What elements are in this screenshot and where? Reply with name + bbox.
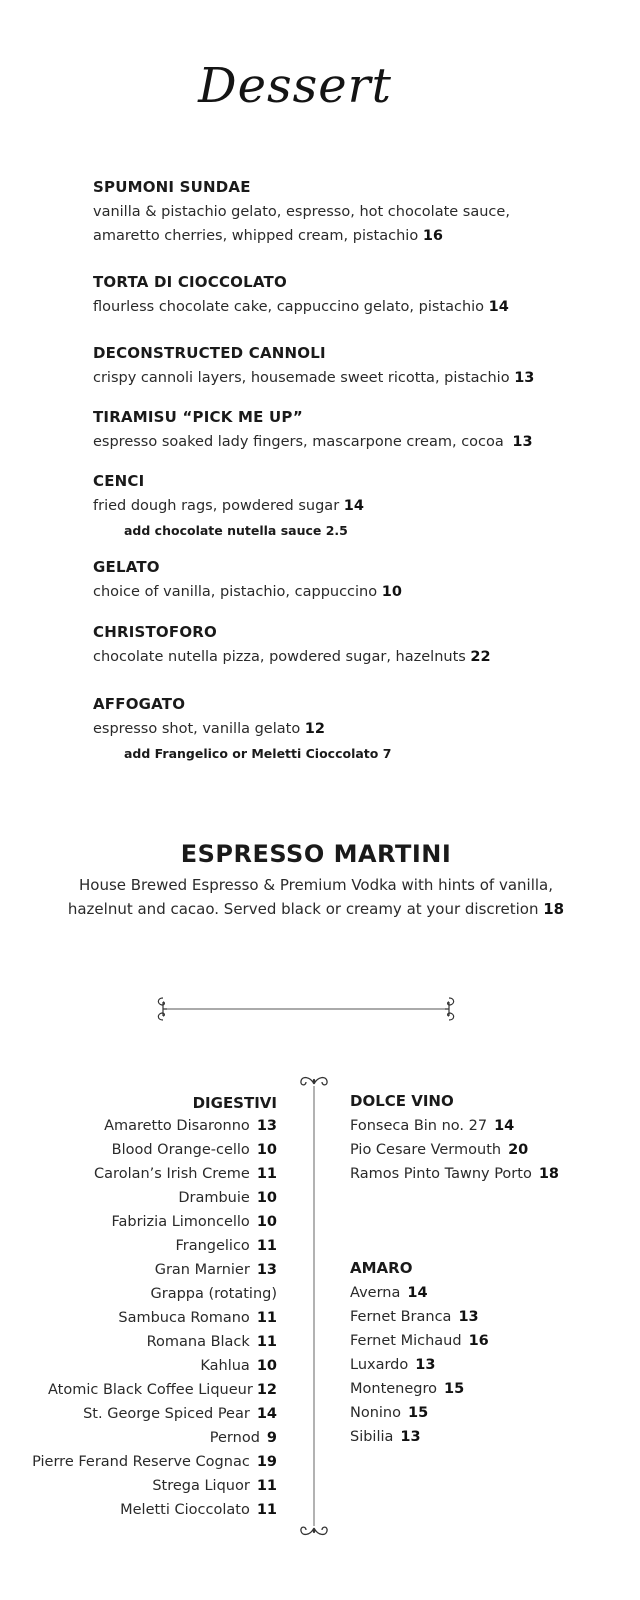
dessert-desc (93, 645, 613, 669)
drink-name: Ramos Pinto Tawny Porto (350, 1166, 532, 1182)
dessert-item-torta (93, 272, 613, 319)
drink-name: Blood Orange-cello (111, 1142, 250, 1158)
drink-name: Frangelico (175, 1238, 250, 1254)
drink-item (20, 1282, 277, 1306)
dessert-price: 16 (422, 228, 443, 244)
digestivi-heading: DIGESTIVI (192, 1094, 277, 1112)
dessert-price: 13 (514, 370, 535, 386)
amaro-section (350, 1258, 630, 1449)
vertical-ornamental-rule (296, 1070, 332, 1542)
drink-item (20, 1498, 277, 1522)
drink-price: 10 (256, 1190, 277, 1206)
dessert-price: 22 (470, 649, 491, 665)
dessert-item-affogato (93, 694, 613, 764)
drink-price: 13 (256, 1118, 277, 1134)
drink-item (20, 1474, 277, 1498)
drink-name: Meletti Cioccolato (120, 1502, 250, 1518)
drink-item (20, 1186, 277, 1210)
dessert-name: AFFOGATO (93, 695, 186, 713)
dessert-name: CHRISTOFORO (93, 623, 217, 641)
dessert-price: 14 (488, 299, 509, 315)
dessert-desc-text: chocolate nutella pizza, powdered sugar, hazelnuts (93, 649, 466, 665)
drink-name: Gran Marnier (154, 1262, 250, 1278)
drink-item (350, 1401, 630, 1425)
dessert-addon: add Frangelico or Meletti Cioccolato 7 (124, 746, 392, 761)
drink-price: 9 (266, 1430, 277, 1446)
dessert-desc (93, 580, 613, 604)
drink-item (20, 1426, 277, 1450)
espresso-martini-title: ESPRESSO MARTINI (180, 840, 452, 868)
drink-item (350, 1377, 630, 1401)
drink-price: 10 (256, 1358, 277, 1374)
drink-name: St. George Spiced Pear (83, 1406, 250, 1422)
drink-price: 16 (468, 1333, 489, 1349)
drink-price: 20 (508, 1142, 529, 1158)
drink-price: 11 (256, 1166, 277, 1182)
dessert-desc-text: crispy cannoli layers, housemade sweet ricotta, pistachio (93, 370, 510, 386)
drink-price: 11 (256, 1478, 277, 1494)
drink-item (350, 1114, 630, 1138)
drink-price: 11 (256, 1238, 277, 1254)
dessert-desc-line: vanilla & pistachio gelato, espresso, hot chocolate sauce, (93, 204, 510, 220)
dessert-price: 13 (512, 434, 533, 450)
dessert-item-cenci (93, 471, 613, 541)
dessert-addon: add chocolate nutella sauce 2.5 (124, 523, 348, 538)
drink-price: 13 (256, 1262, 277, 1278)
drink-price: 14 (407, 1285, 428, 1301)
drink-item (20, 1306, 277, 1330)
dessert-desc-text: fried dough rags, powdered sugar (93, 498, 340, 514)
drink-name: Carolan’s Irish Creme (94, 1166, 250, 1182)
drink-item (350, 1281, 630, 1305)
drink-item (350, 1329, 630, 1353)
drink-name: Pio Cesare Vermouth (350, 1142, 502, 1158)
drink-name: Romana Black (146, 1334, 250, 1350)
drink-item (20, 1354, 277, 1378)
dessert-name: GELATO (93, 558, 160, 576)
drink-name: Averna (350, 1285, 401, 1301)
drink-price: 13 (415, 1357, 436, 1373)
drink-name: Luxardo (350, 1357, 409, 1373)
dessert-name: SPUMONI SUNDAE (93, 178, 251, 196)
drink-name: Sibilia (350, 1429, 394, 1445)
dessert-desc-text: flourless chocolate cake, cappuccino gelato, pistachio (93, 299, 485, 315)
dessert-item-christoforo (93, 622, 613, 669)
drink-price: 11 (256, 1502, 277, 1518)
menu-title: Dessert (198, 58, 392, 114)
drink-name: Montenegro (350, 1381, 438, 1397)
dessert-desc-text: espresso soaked lady fingers, mascarpone cream, cocoa (93, 434, 504, 450)
dessert-price: 12 (304, 721, 325, 737)
drink-price: 13 (458, 1309, 479, 1325)
drink-item (20, 1450, 277, 1474)
drink-price: 14 (256, 1406, 277, 1422)
drink-price: 19 (256, 1454, 277, 1470)
drink-name: Sambuca Romano (118, 1310, 250, 1326)
dessert-desc (93, 430, 613, 454)
dessert-desc-text: espresso shot, vanilla gelato (93, 721, 301, 737)
drink-name: Atomic Black Coffee Liqueur (48, 1382, 253, 1398)
dessert-desc (93, 295, 613, 319)
drink-name: Fabrizia Limoncello (111, 1214, 250, 1230)
dessert-name: TORTA DI CIOCCOLATO (93, 273, 287, 291)
dessert-name: TIRAMISU “PICK ME UP” (93, 408, 303, 426)
amaro-heading: AMARO (350, 1259, 413, 1277)
dolce-vino-heading: DOLCE VINO (350, 1092, 454, 1110)
drink-item (20, 1330, 277, 1354)
espresso-martini-desc (0, 873, 632, 921)
drink-item (20, 1162, 277, 1186)
drink-name: Kahlua (200, 1358, 250, 1374)
drink-item (20, 1234, 277, 1258)
drink-price: 13 (400, 1429, 421, 1445)
drink-price: 12 (256, 1382, 277, 1398)
drink-item (20, 1402, 277, 1426)
drink-item (20, 1258, 277, 1282)
dessert-desc (93, 494, 613, 518)
drink-item (350, 1353, 630, 1377)
dessert-price: 10 (381, 584, 402, 600)
drink-name: Amaretto Disaronno (104, 1118, 250, 1134)
drink-item (350, 1425, 630, 1449)
dessert-item-gelato (93, 557, 613, 604)
drink-price: 15 (408, 1405, 429, 1421)
digestivi-section (20, 1093, 277, 1522)
drink-price: 10 (256, 1142, 277, 1158)
drink-item (350, 1162, 630, 1186)
drink-item (20, 1210, 277, 1234)
drink-name: Pierre Ferand Reserve Cognac (32, 1454, 250, 1470)
drink-name: Drambuie (178, 1190, 250, 1206)
dessert-item-tiramisu (93, 407, 613, 454)
dessert-desc (93, 717, 613, 741)
drink-price: 18 (538, 1166, 559, 1182)
drink-name: Fernet Michaud (350, 1333, 462, 1349)
drink-name: Strega Liquor (152, 1478, 250, 1494)
dessert-name: DECONSTRUCTED CANNOLI (93, 344, 326, 362)
drink-name: Fernet Branca (350, 1309, 452, 1325)
martini-price: 18 (543, 900, 565, 918)
drink-price: 15 (444, 1381, 465, 1397)
drink-price: 10 (256, 1214, 277, 1230)
drink-item (350, 1138, 630, 1162)
drink-item (350, 1305, 630, 1329)
drink-price: 11 (256, 1334, 277, 1350)
dessert-desc (93, 200, 613, 248)
drink-price: 11 (256, 1310, 277, 1326)
martini-desc-line: hazelnut and cacao. Served black or creamy at your discretion (67, 900, 539, 918)
drink-name: Pernod (209, 1430, 260, 1446)
martini-desc-line: House Brewed Espresso & Premium Vodka with hints of vanilla, (78, 876, 554, 894)
drink-name: Nonino (350, 1405, 401, 1421)
drink-item (20, 1138, 277, 1162)
dessert-item-spumoni (93, 177, 613, 248)
drink-item (20, 1114, 277, 1138)
drink-item (20, 1378, 277, 1402)
drink-name: Fonseca Bin no. 27 (350, 1118, 488, 1134)
dessert-item-cannoli (93, 343, 613, 390)
ornamental-divider (153, 994, 459, 1024)
dessert-desc-text: choice of vanilla, pistachio, cappuccino (93, 584, 378, 600)
dessert-desc-line: amaretto cherries, whipped cream, pistachio (93, 228, 419, 244)
drink-price: 14 (494, 1118, 515, 1134)
dessert-desc (93, 366, 613, 390)
dolce-vino-section (350, 1091, 630, 1186)
dessert-name: CENCI (93, 472, 145, 490)
drink-name: Grappa (rotating) (150, 1286, 277, 1302)
dessert-price: 14 (343, 498, 364, 514)
